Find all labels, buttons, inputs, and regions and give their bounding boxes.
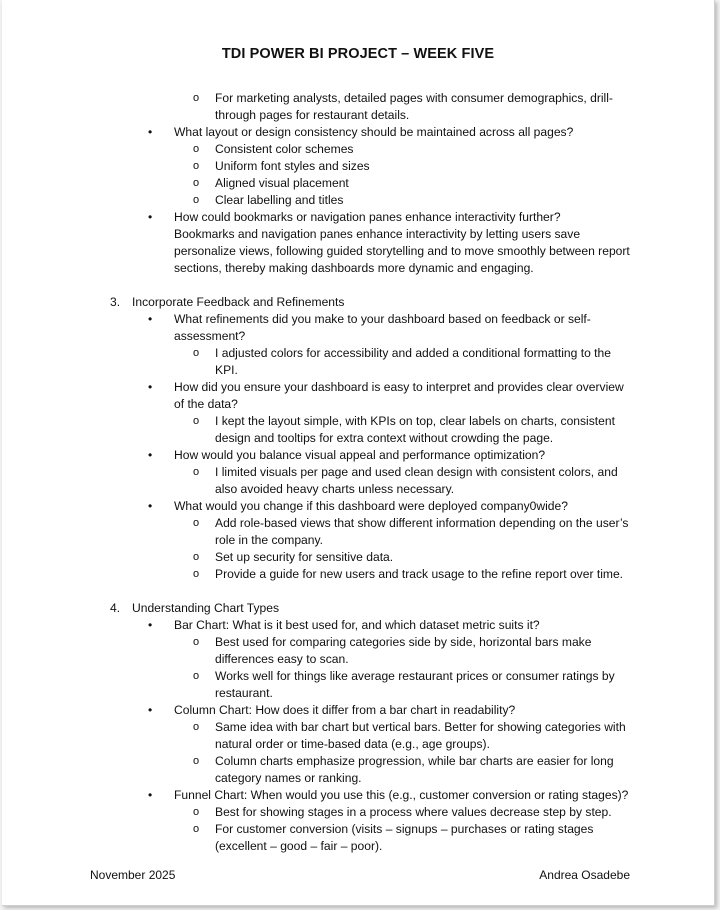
line-text: Clear labelling and titles [215, 193, 344, 207]
bullet-item [110, 379, 630, 413]
line-text: Provide a guide for new users and track usage to the refine report over time. [215, 567, 624, 581]
bullet-item [110, 311, 630, 345]
sub-bullet-item [110, 141, 630, 158]
sub-bullet-marker: o [193, 415, 200, 427]
bullet-item [110, 209, 630, 226]
line-text: Best used for comparing categories side by side, horizontal bars make differences easy to scan. [215, 635, 592, 666]
sub-bullet-item [110, 515, 630, 549]
bullet-item [110, 617, 630, 634]
sub-bullet-marker: o [193, 347, 200, 359]
page-title: TDI POWER BI PROJECT – WEEK FIVE [221, 46, 495, 62]
bullet-marker: • [148, 312, 153, 326]
line-text: What would you change if this dashboard were deployed company0wide? [174, 499, 568, 513]
sub-bullet-marker: o [193, 568, 200, 580]
bullet-marker: • [148, 380, 153, 394]
line-text: Uniform font styles and sizes [215, 159, 370, 173]
line-text: Bar Chart: What is it best used for, and which dataset metric suits it? [174, 618, 540, 632]
sub-bullet-item [110, 345, 630, 379]
line-text: Same idea with bar chart but vertical bars. Better for showing categories with natural order or time-based data (e.g., age groups). [215, 720, 626, 751]
bullet-marker: • [148, 618, 153, 632]
line-text: How would you balance visual appeal and performance optimization? [174, 448, 546, 462]
sub-bullet-marker: o [193, 721, 200, 733]
line-text: What layout or design consistency should be maintained across all pages? [174, 125, 574, 139]
line-text: Best for showing stages in a process where values decrease step by step. [215, 805, 612, 819]
sub-bullet-marker: o [193, 177, 200, 189]
section-gap [110, 583, 630, 600]
bullet-item [110, 447, 630, 464]
line-text: Column charts emphasize progression, while bar charts are easier for long category names or ranking. [215, 754, 614, 785]
bullet-marker: • [148, 210, 153, 224]
line-text: For customer conversion (visits – signups – purchases or rating stages (excellent – good – fair – poor). [215, 822, 594, 853]
sub-bullet-item [110, 464, 630, 498]
line-text: I kept the layout simple, with KPIs on top, clear labels on charts, consistent design and tooltips for extra context without crowding the page. [215, 414, 615, 445]
line-text: Funnel Chart: When would you use this (e.g., customer conversion or rating stages)? [174, 788, 629, 802]
sub-bullet-item [110, 804, 630, 821]
line-text: Consistent color schemes [215, 142, 354, 156]
line-text: Understanding Chart Types [132, 601, 280, 615]
section-heading [110, 294, 630, 311]
sub-bullet-item [110, 549, 630, 566]
line-text: Works well for things like average restaurant prices or consumer ratings by restaurant. [215, 669, 615, 700]
bullet-item [110, 124, 630, 141]
sub-bullet-item [110, 192, 630, 209]
line-text: For marketing analysts, detailed pages with consumer demographics, drill-through pages for restaurant details. [215, 91, 613, 122]
line-text: Aligned visual placement [215, 176, 349, 190]
sub-bullet-item [110, 566, 630, 583]
sub-bullet-marker: o [193, 551, 200, 563]
bullet-item [110, 702, 630, 719]
sub-bullet-item [110, 753, 630, 787]
line-text: Bookmarks and navigation panes enhance interactivity by letting users save personalize views, following guided storytelling and to move smoothly between report sections, thereby making dashboards more dynamic and engaging. [174, 227, 630, 275]
section-gap [110, 277, 630, 294]
document-page [2, 0, 715, 906]
sub-bullet-item [110, 158, 630, 175]
document-body [110, 90, 630, 855]
line-text: I limited visuals per page and used clean design with consistent colors, and also avoided heavy charts unless necessary. [215, 465, 618, 496]
sub-bullet-marker: o [193, 517, 200, 529]
sub-bullet-marker: o [193, 636, 200, 648]
sub-bullet-marker: o [193, 466, 200, 478]
sub-bullet-marker: o [193, 143, 200, 155]
footer-date: November 2025 [90, 868, 176, 882]
bullet-marker: • [148, 125, 153, 139]
sub-bullet-item [110, 175, 630, 192]
section-heading [110, 600, 630, 617]
bullet-item [110, 787, 630, 804]
bullet-marker: • [148, 788, 153, 802]
paragraph [110, 226, 630, 277]
section-number: 3. [110, 295, 121, 309]
line-text: I adjusted colors for accessibility and added a conditional formatting to the KPI. [215, 346, 611, 377]
section-number: 4. [110, 601, 121, 615]
sub-bullet-item [110, 719, 630, 753]
sub-bullet-marker: o [193, 755, 200, 767]
line-text: Column Chart: How does it differ from a bar chart in readability? [174, 703, 516, 717]
bullet-item [110, 498, 630, 515]
sub-bullet-item [110, 90, 630, 124]
line-text: How did you ensure your dashboard is easy to interpret and provides clear overview of the data? [174, 380, 624, 411]
footer-author: Andrea Osadebe [539, 868, 630, 882]
line-text: Add role-based views that show different information depending on the user’s role in the company. [215, 516, 629, 547]
sub-bullet-marker: o [193, 823, 200, 835]
sub-bullet-item [110, 668, 630, 702]
sub-bullet-item [110, 413, 630, 447]
bullet-marker: • [148, 499, 153, 513]
bullet-marker: • [148, 448, 153, 462]
sub-bullet-marker: o [193, 806, 200, 818]
sub-bullet-marker: o [193, 92, 200, 104]
line-text: Set up security for sensitive data. [215, 550, 394, 564]
sub-bullet-item [110, 821, 630, 855]
sub-bullet-marker: o [193, 194, 200, 206]
sub-bullet-marker: o [193, 670, 200, 682]
bullet-marker: • [148, 703, 153, 717]
line-text: What refinements did you make to your dashboard based on feedback or self-assessment? [174, 312, 591, 343]
sub-bullet-item [110, 634, 630, 668]
line-text: Incorporate Feedback and Refinements [132, 295, 345, 309]
sub-bullet-marker: o [193, 160, 200, 172]
line-text: How could bookmarks or navigation panes enhance interactivity further? [174, 210, 561, 224]
